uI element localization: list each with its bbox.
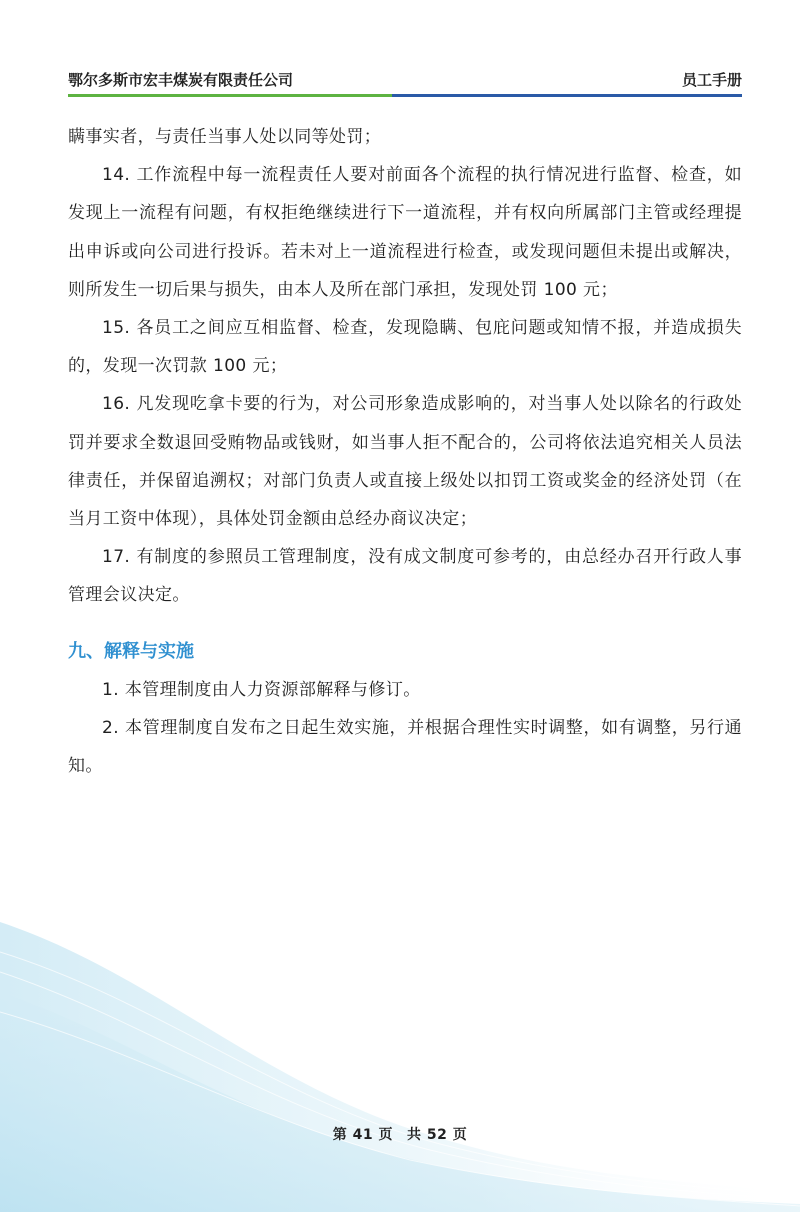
paragraph-item-17: 17. 有制度的参照员工管理制度，没有成文制度可参考的，由总经办召开行政人事管理会议决定。	[68, 547, 742, 606]
section-paragraph-1: 1. 本管理制度由人力资源部解释与修订。	[102, 679, 421, 700]
header-divider	[68, 94, 742, 97]
company-name: 鄂尔多斯市宏丰煤炭有限责任公司	[68, 70, 294, 89]
paragraph: 瞒事实者，与责任当事人处以同等处罚；	[68, 127, 382, 147]
paragraph-item-15: 15. 各员工之间应互相监督、检查，发现隐瞒、包庇问题或知情不报，并造成损失的，发现一次罚款 100 元；	[68, 318, 742, 377]
paragraph-item-14: 14. 工作流程中每一流程责任人要对前面各个流程的执行情况进行监督、检查，如发现上一流程有问题，有权拒绝继续进行下一道流程，并有权向所属部门主管或经理提出申诉或向公司进行投诉。若未对上一道流程进行检查，或发现问题但未提出或解决，则所发生一切后果与损失，由本人及所在部门承担，发现处罚 100 元；	[68, 165, 742, 300]
header-divider-green	[68, 94, 392, 97]
page-header	[68, 66, 742, 92]
document-title: 员工手册	[681, 70, 742, 89]
paragraph-item-16: 16. 凡发现吃拿卡要的行为，对公司形象造成影响的，对当事人处以除名的行政处罚并要求全数退回受贿物品或钱财，如当事人拒不配合的，公司将依法追究相关人员法律责任，并保留追溯权；对部门负责人或直接上级处以扣罚工资或奖金的经济处罚（在当月工资中体现），具体处罚金额由总经办商议决定；	[68, 394, 742, 530]
page-number-total: 共 52 页	[407, 1127, 468, 1143]
header-divider-blue	[392, 94, 742, 97]
document-body	[68, 118, 742, 785]
section-paragraph-2: 2. 本管理制度自发布之日起生效实施，并根据合理性实时调整，如有调整，另行通知。	[68, 717, 742, 777]
page-number-current: 第 41 页	[332, 1127, 393, 1143]
page-footer	[0, 1124, 800, 1144]
section-heading: 九、解释与实施	[68, 640, 194, 662]
decorative-wave-background	[0, 882, 800, 1212]
